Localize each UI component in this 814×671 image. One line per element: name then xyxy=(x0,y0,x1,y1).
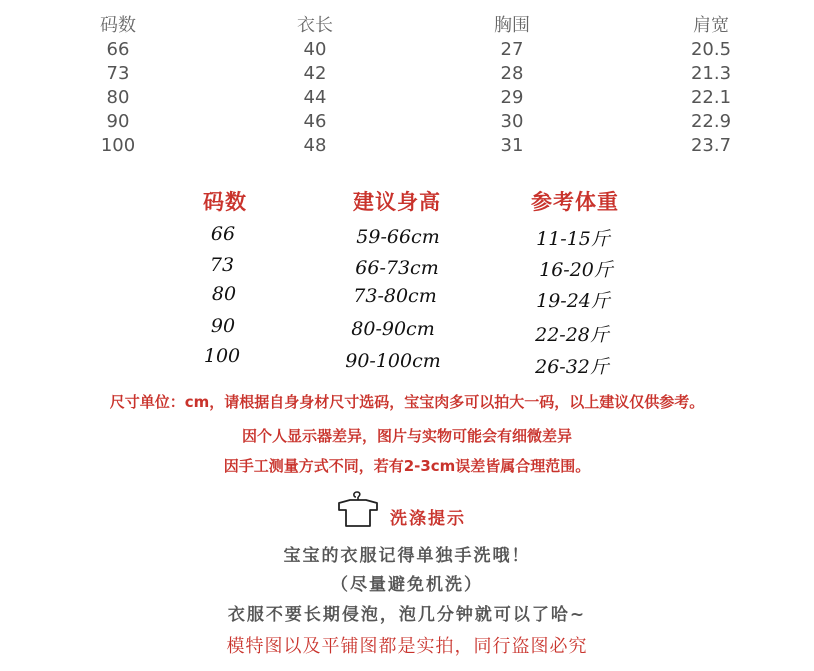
header-shoulder: 肩宽 xyxy=(693,15,729,36)
fit-header-weight: 参考体重 xyxy=(531,190,619,214)
fit-cell: 19-24斤 xyxy=(536,290,610,312)
size-table-header xyxy=(0,14,814,38)
cell: 27 xyxy=(500,39,524,60)
wash-line-hand: 宝宝的衣服记得单独手洗哦！ xyxy=(283,546,531,566)
fit-header-height: 建议身高 xyxy=(353,190,441,214)
fit-cell: 66 xyxy=(210,223,236,245)
size-table xyxy=(0,14,814,158)
table-row xyxy=(0,62,814,86)
cell: 30 xyxy=(500,111,524,132)
header-size: 码数 xyxy=(100,15,136,36)
table-row xyxy=(0,110,814,134)
cell: 22.1 xyxy=(690,87,732,108)
fit-cell: 80 xyxy=(211,283,237,305)
table-row xyxy=(0,86,814,110)
fit-cell: 16-20斤 xyxy=(539,259,613,281)
header-length: 衣长 xyxy=(297,15,333,36)
cell: 22.9 xyxy=(690,111,732,132)
fit-cell: 22-28斤 xyxy=(535,324,609,346)
table-row xyxy=(0,134,814,158)
cell: 46 xyxy=(303,111,327,132)
cell: 20.5 xyxy=(690,39,732,60)
note-measure: 因手工测量方式不同，若有2-3cm误差皆属合理范围。 xyxy=(223,457,591,475)
fit-cell: 11-15斤 xyxy=(536,228,610,250)
cell: 21.3 xyxy=(690,63,732,84)
fit-cell: 90 xyxy=(210,315,236,337)
cell: 90 xyxy=(106,111,130,132)
wash-line-machine: （尽量避免机洗） xyxy=(331,575,483,595)
fit-cell: 80-90cm xyxy=(351,318,435,340)
copyright-note: 模特图以及平铺图都是实拍，同行盗图必究 xyxy=(226,636,588,657)
fit-cell: 59-66cm xyxy=(356,226,440,248)
fit-cell: 90-100cm xyxy=(345,350,441,372)
cell: 28 xyxy=(500,63,524,84)
cell: 42 xyxy=(303,63,327,84)
shirt-hanger-icon xyxy=(336,489,380,529)
cell: 66 xyxy=(106,39,130,60)
note-unit: 尺寸单位：cm，请根据自身身材尺寸选码，宝宝肉多可以拍大一码，以上建议仅供参考。 xyxy=(109,393,705,411)
cell: 31 xyxy=(500,135,524,156)
wash-line-soak: 衣服不要长期侵泡，泡几分钟就可以了哈~ xyxy=(227,605,587,625)
fit-cell: 26-32斤 xyxy=(535,356,609,378)
table-row xyxy=(0,38,814,62)
header-chest: 胸围 xyxy=(494,15,530,36)
cell: 29 xyxy=(500,87,524,108)
fit-header-size: 码数 xyxy=(203,190,247,214)
cell: 23.7 xyxy=(690,135,732,156)
cell: 44 xyxy=(303,87,327,108)
fit-cell: 73 xyxy=(209,254,235,276)
cell: 100 xyxy=(100,135,136,156)
fit-cell: 66-73cm xyxy=(355,257,439,279)
cell: 80 xyxy=(106,87,130,108)
note-display: 因个人显示器差异，图片与实物可能会有细微差异 xyxy=(241,427,572,445)
cell: 73 xyxy=(106,63,130,84)
cell: 48 xyxy=(303,135,327,156)
fit-cell: 100 xyxy=(203,345,241,367)
fit-cell: 73-80cm xyxy=(353,285,437,307)
cell: 40 xyxy=(303,39,327,60)
wash-title: 洗涤提示 xyxy=(390,509,466,529)
